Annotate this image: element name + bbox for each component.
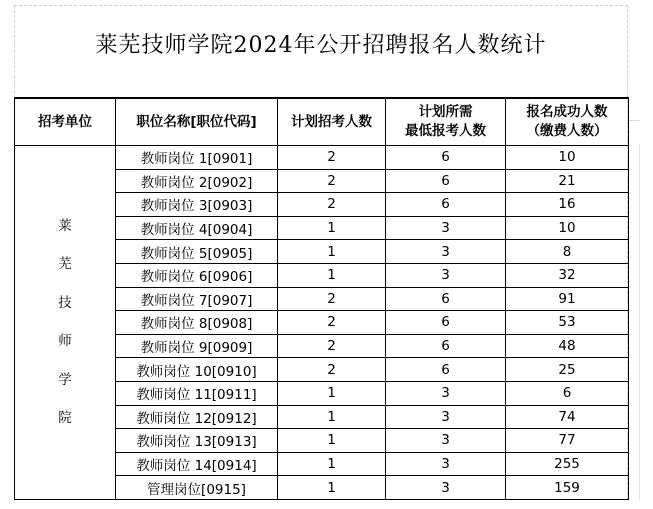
table-body: [15, 146, 629, 500]
planned-cell: 2: [278, 146, 386, 170]
position-cell: 教师岗位 13[0913]: [116, 429, 278, 453]
header-applicants: [506, 98, 629, 146]
min-required-cell: 3: [386, 263, 506, 287]
table-row: [15, 146, 629, 170]
min-required-cell: 6: [386, 146, 506, 170]
applicants-cell: 74: [506, 405, 629, 429]
planned-cell: 2: [278, 193, 386, 217]
position-cell: 教师岗位 7[0907]: [116, 287, 278, 311]
min-required-cell: 6: [386, 311, 506, 335]
planned-cell: 1: [278, 405, 386, 429]
statistics-table: [14, 97, 629, 500]
planned-cell: 1: [278, 216, 386, 240]
min-required-cell: 6: [386, 169, 506, 193]
unit-name-char: 芜: [58, 256, 72, 273]
applicants-cell: 10: [506, 146, 629, 170]
min-required-cell: 6: [386, 334, 506, 358]
applicants-cell: 91: [506, 287, 629, 311]
min-required-cell: 3: [386, 452, 506, 476]
applicants-cell: 53: [506, 311, 629, 335]
planned-cell: 2: [278, 169, 386, 193]
planned-cell: 1: [278, 240, 386, 264]
planned-cell: 2: [278, 358, 386, 382]
planned-cell: 1: [278, 381, 386, 405]
header-min-required-line1: 计划所需: [418, 104, 473, 120]
applicants-cell: 16: [506, 193, 629, 217]
table-header-row: [15, 98, 629, 146]
min-required-cell: 6: [386, 358, 506, 382]
applicants-cell: 21: [506, 169, 629, 193]
gridline-decoration: [628, 120, 640, 121]
position-cell: 教师岗位 4[0904]: [116, 216, 278, 240]
applicants-cell: 159: [506, 476, 629, 500]
unit-name-char: 莱: [58, 217, 72, 234]
min-required-cell: 3: [386, 381, 506, 405]
applicants-cell: 77: [506, 429, 629, 453]
planned-cell: 1: [278, 429, 386, 453]
position-cell: 教师岗位 1[0901]: [116, 146, 278, 170]
planned-cell: 1: [278, 476, 386, 500]
planned-cell: 1: [278, 452, 386, 476]
position-cell: 教师岗位 10[0910]: [116, 358, 278, 382]
applicants-cell: 255: [506, 452, 629, 476]
header-applicants-line1: 报名成功人数: [526, 104, 608, 120]
position-cell: 教师岗位 9[0909]: [116, 334, 278, 358]
min-required-cell: 3: [386, 476, 506, 500]
header-min-required: [386, 98, 506, 146]
header-position: 职位名称[职位代码]: [116, 98, 278, 146]
header-unit: 招考单位: [15, 98, 116, 146]
position-cell: 教师岗位 8[0908]: [116, 311, 278, 335]
unit-name-char: 技: [58, 294, 72, 311]
header-min-required-line2: 最低报考人数: [405, 123, 486, 139]
unit-name-cell: [15, 146, 116, 500]
page-title: 莱芜技师学院2024年公开招聘报名人数统计: [95, 33, 547, 58]
applicants-cell: 8: [506, 240, 629, 264]
planned-cell: 2: [278, 334, 386, 358]
min-required-cell: 3: [386, 429, 506, 453]
planned-cell: 1: [278, 263, 386, 287]
planned-cell: 2: [278, 287, 386, 311]
applicants-cell: 32: [506, 263, 629, 287]
position-cell: 教师岗位 3[0903]: [116, 193, 278, 217]
position-cell: 管理岗位[0915]: [116, 476, 278, 500]
applicants-cell: 25: [506, 358, 629, 382]
gridline-decoration: [628, 143, 640, 500]
min-required-cell: 3: [386, 240, 506, 264]
header-planned: 计划招考人数: [278, 98, 386, 146]
position-cell: 教师岗位 11[0911]: [116, 381, 278, 405]
min-required-cell: 3: [386, 216, 506, 240]
min-required-cell: 3: [386, 405, 506, 429]
position-cell: 教师岗位 2[0902]: [116, 169, 278, 193]
position-cell: 教师岗位 5[0905]: [116, 240, 278, 264]
position-cell: 教师岗位 6[0906]: [116, 263, 278, 287]
header-applicants-line2: （缴费人数）: [526, 123, 608, 139]
applicants-cell: 6: [506, 381, 629, 405]
position-cell: 教师岗位 12[0912]: [116, 405, 278, 429]
planned-cell: 2: [278, 311, 386, 335]
unit-name-char: 院: [58, 410, 72, 427]
min-required-cell: 6: [386, 193, 506, 217]
unit-name-char: 学: [58, 371, 72, 388]
applicants-cell: 10: [506, 216, 629, 240]
applicants-cell: 48: [506, 334, 629, 358]
position-cell: 教师岗位 14[0914]: [116, 452, 278, 476]
min-required-cell: 6: [386, 287, 506, 311]
unit-name-char: 师: [58, 333, 72, 350]
